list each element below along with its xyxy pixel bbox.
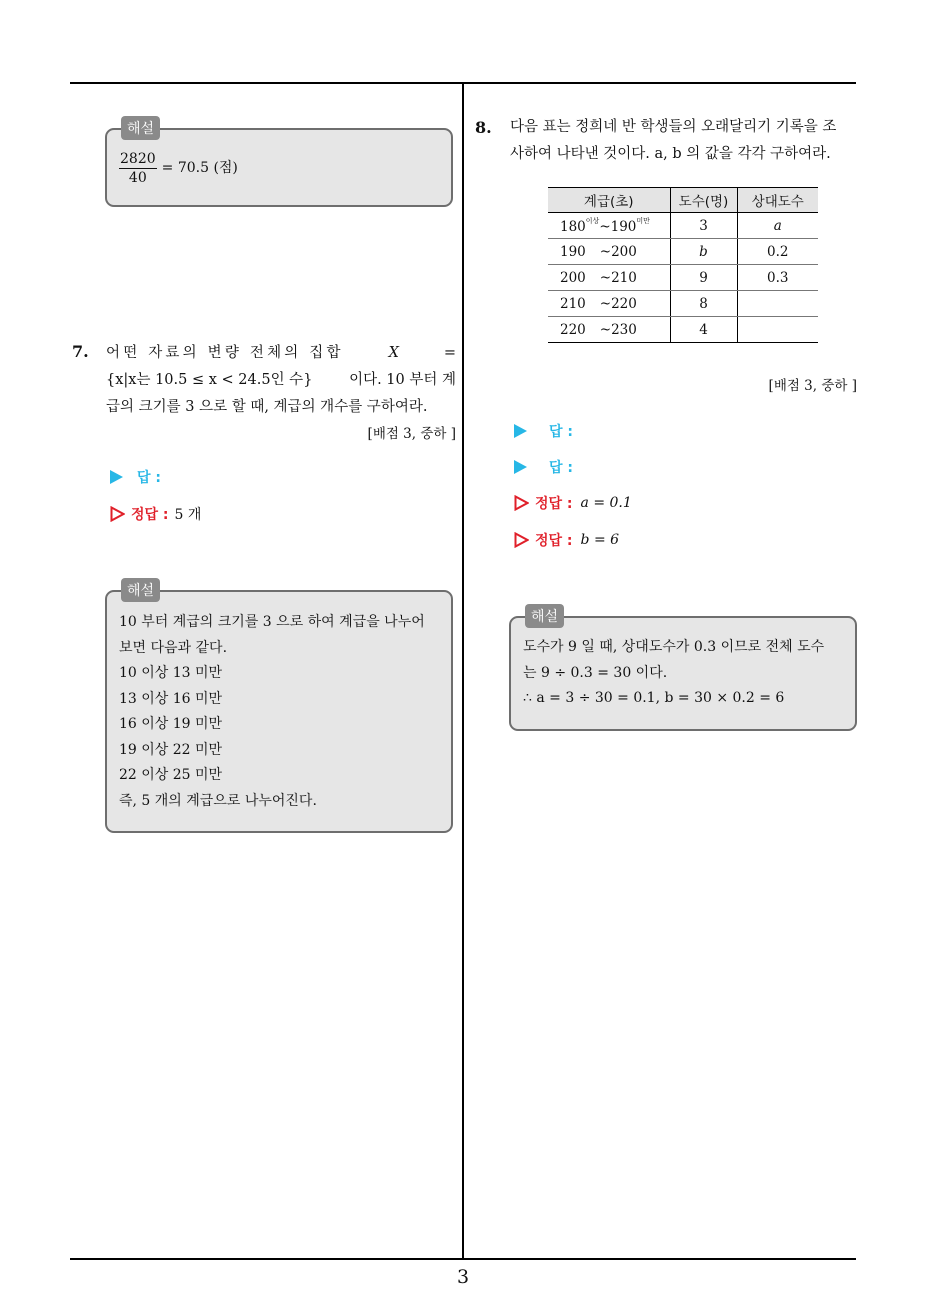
correct-label: 정답 : [535, 496, 573, 512]
class-cell: 220 ~230 [548, 317, 670, 343]
solution-line: 13 이상 16 미만 [119, 690, 223, 707]
q6-solution-box [105, 121, 453, 207]
solution-line: 10 부터 계급의 크기를 3 으로 하여 계급을 나누어 [119, 614, 425, 630]
solution-tag: 해설 [121, 116, 160, 140]
solution-line: ∴ a = 3 ÷ 30 = 0.1, b = 30 × 0.2 = 6 [523, 690, 785, 706]
table-row [548, 265, 818, 291]
correct-arrow-icon [514, 495, 529, 511]
bottom-rule [70, 1258, 856, 1260]
q8-score: [배점 3, 중하 ] [768, 378, 857, 394]
answer-label: 답 : [137, 470, 161, 486]
solution-line: 19 이상 22 미만 [119, 741, 223, 758]
fraction-denominator: 40 [128, 170, 147, 186]
correct-label: 정답 : [535, 533, 573, 549]
q8-answer-row-1 [514, 421, 573, 441]
correct-label: 정답 : [131, 507, 169, 523]
table-row [548, 239, 818, 265]
page-number: 3 [456, 1266, 470, 1288]
q7-solution-box [105, 583, 453, 833]
solution-line: 22 이상 25 미만 [119, 767, 223, 783]
q8-line2: 사하여 나타낸 것이다. a, b 의 값을 각각 구하여라. [510, 146, 831, 162]
score-fraction [119, 150, 157, 187]
frequency-cell: b [670, 239, 737, 265]
q7-line2: 이다. 10 부터 계 [349, 372, 456, 388]
class-cell: 190 ~200 [548, 239, 670, 265]
q7-line1: 어떤 자료의 변량 전체의 집합 [106, 345, 344, 361]
answer-label: 답 : [549, 460, 573, 476]
table-row [548, 317, 818, 343]
header-relative-frequency: 상대도수 [737, 188, 818, 213]
q7-equals: = [443, 345, 456, 361]
header-frequency: 도수(명) [670, 188, 737, 213]
q8-number: 8. [475, 118, 492, 137]
q8-correct-row-2 [514, 530, 619, 550]
solution-tag: 해설 [525, 604, 564, 628]
q8-line1: 다음 표는 정희네 반 학생들의 오래달리기 기록을 조 [510, 119, 837, 135]
correct-value: a = 0.1 [580, 495, 632, 511]
q7-answer-row [110, 467, 161, 487]
q7-question [106, 340, 456, 448]
correct-arrow-icon [110, 506, 125, 522]
solution-line: 는 9 ÷ 0.3 = 30 이다. [523, 664, 668, 681]
relative-frequency-cell [737, 317, 818, 343]
solution-line: 16 이상 19 미만 [119, 716, 223, 732]
q7-set-symbol: X [388, 345, 399, 361]
relative-frequency-cell [737, 291, 818, 317]
frequency-cell: 3 [670, 213, 737, 239]
solution-line: 즉, 5 개의 계급으로 나누어진다. [119, 792, 317, 809]
answer-arrow-icon [110, 470, 123, 484]
q8-correct-row-1 [514, 493, 632, 513]
q8-solution-box [509, 609, 857, 731]
frequency-cell: 8 [670, 291, 737, 317]
q8-question [510, 114, 860, 168]
answer-arrow-icon [514, 460, 527, 474]
fraction-numerator: 2820 [120, 151, 156, 167]
answer-arrow-icon [514, 424, 527, 438]
q7-correct-row [110, 504, 201, 524]
solution-tag: 해설 [121, 578, 160, 602]
frequency-table [548, 187, 818, 343]
solution-line: 10 이상 13 미만 [119, 665, 223, 681]
class-cell: 200 ~210 [548, 265, 670, 291]
table-row [548, 213, 818, 239]
solution-line: 보면 다음과 같다. [119, 639, 228, 656]
fraction-result: = 70.5 (점) [161, 159, 238, 176]
q7-set-definition: {x|x는 10.5 ≤ x < 24.5인 수} [106, 372, 313, 388]
q8-answer-row-2 [514, 457, 573, 477]
column-divider [462, 83, 464, 1259]
solution-line: 도수가 9 일 때, 상대도수가 0.3 이므로 전체 도수 [523, 639, 825, 655]
q7-number: 7. [72, 342, 89, 361]
q7-line3: 급의 크기를 3 으로 할 때, 계급의 개수를 구하여라. [106, 399, 428, 415]
correct-value: 5 개 [174, 507, 202, 523]
header-class: 계급(초) [548, 188, 670, 213]
answer-label: 답 : [549, 424, 573, 440]
class-cell: 210 ~220 [548, 291, 670, 317]
frequency-cell: 4 [670, 317, 737, 343]
table-row [548, 291, 818, 317]
relative-frequency-cell: 0.2 [737, 239, 818, 265]
table-header-row [548, 188, 818, 213]
frequency-cell: 9 [670, 265, 737, 291]
q7-score: [배점 3, 중하 ] [367, 426, 456, 442]
correct-arrow-icon [514, 532, 529, 548]
correct-value: b = 6 [580, 532, 620, 548]
relative-frequency-cell: a [737, 213, 818, 239]
class-cell: $180^{이상}\sim 190^{미만}$ [548, 213, 670, 239]
relative-frequency-cell: 0.3 [737, 265, 818, 291]
